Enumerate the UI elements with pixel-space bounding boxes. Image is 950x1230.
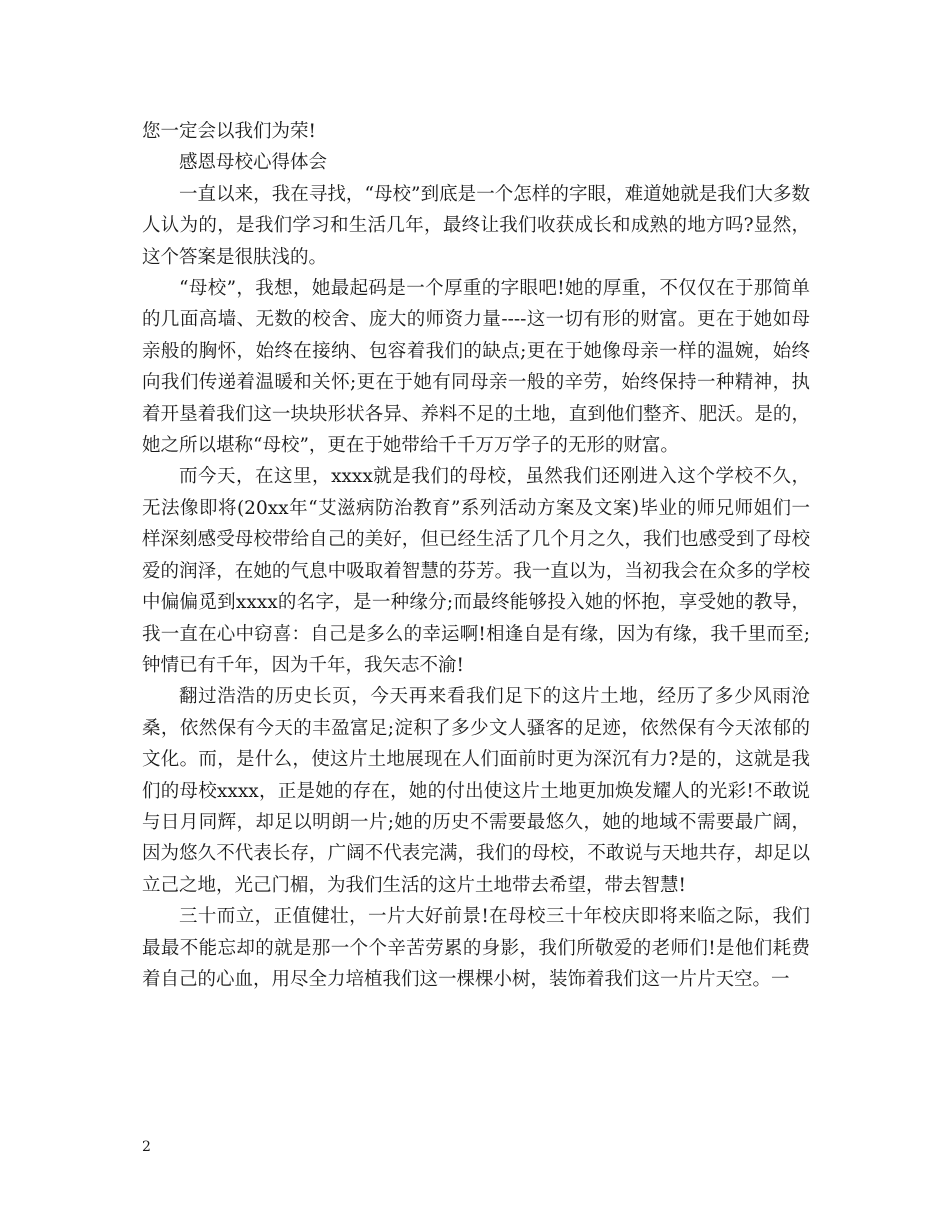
page-number: 2 — [142, 1139, 151, 1155]
paragraph-closing-line: 您一定会以我们为荣! — [142, 121, 316, 142]
paragraph-history: 翻过浩浩的历史长页，今天再来看我们足下的这片土地，经历了多少风雨沧桑，依然保有今天的丰盈富足;淀积了多少文人骚客的足迹，依然保有今天浓郁的文化。而，是什么，使这片土地展现在人们面前时更为深沉有力?是的，这就是我们的母校xxxx，正是她的存在，她的付出使这片土地更加焕发耀人的光彩!不敢说与日月同辉，却足以明朗一片;她的历史不需要最悠久，她的地域不需要最广阔，因为悠久不代表长存，广阔不代表完满，我们的母校，不敢说与天地共存，却足以立己之地，光己门楣，为我们生活的这片土地带去希望，带去智慧! — [142, 686, 810, 896]
paragraph-today: 而今天，在这里，xxxx就是我们的母校，虽然我们还刚进入这个学校不久，无法像即将(20xx年“艾滋病防治教育”系列活动方案及文案)毕业的师兄师姐们一样深刻感受母校带给自己的美好，但已经生活了几个月之久，我们也感受到了母校爱的润泽，在她的气息中吸取着智慧的芬芳。我一直以为，当初我会在众多的学校中偏偏觅到xxxx的名字，是一种缘分;而最终能够投入她的怀抱，享受她的教导，我一直在心中窃喜：自己是多么的幸运啊!相逢自是有缘，因为有缘，我千里而至;钟情已有千年，因为千年，我矢志不渝! — [142, 466, 810, 676]
section-title: 感恩母校心得体会 — [179, 152, 328, 174]
document-body — [142, 116, 810, 995]
paragraph-intro: 一直以来，我在寻找，“母校”到底是一个怎样的字眼，难道她就是我们大多数人认为的，是我们学习和生活几年，最终让我们收获成长和成熟的地方吗?显然，这个答案是很肤浅的。 — [142, 183, 810, 268]
paragraph-alma-mater: “母校”，我想，她最起码是一个厚重的字眼吧!她的厚重，不仅仅在于那简单的几面高墙、无数的校舍、庞大的师资力量----这一切有形的财富。更在于她如母亲般的胸怀，始终在接纳、包容着我们的缺点;更在于她像母亲一样的温婉，始终向我们传递着温暖和关怀;更在于她有同母亲一般的辛劳，始终保持一种精神，执着开垦着我们这一块块形状各异、养料不足的土地，直到他们整齐、肥沃。是的，她之所以堪称“母校”，更在于她带给千千万万学子的无形的财富。 — [142, 278, 810, 457]
paragraph-anniversary: 三十而立，正值健壮，一片大好前景!在母校三十年校庆即将来临之际，我们最最不能忘却的就是那一个个辛苦劳累的身影，我们所敬爱的老师们!是他们耗费着自己的心血，用尽全力培植我们这一棵棵小树，装饰着我们这一片片天空。一 — [142, 906, 810, 990]
